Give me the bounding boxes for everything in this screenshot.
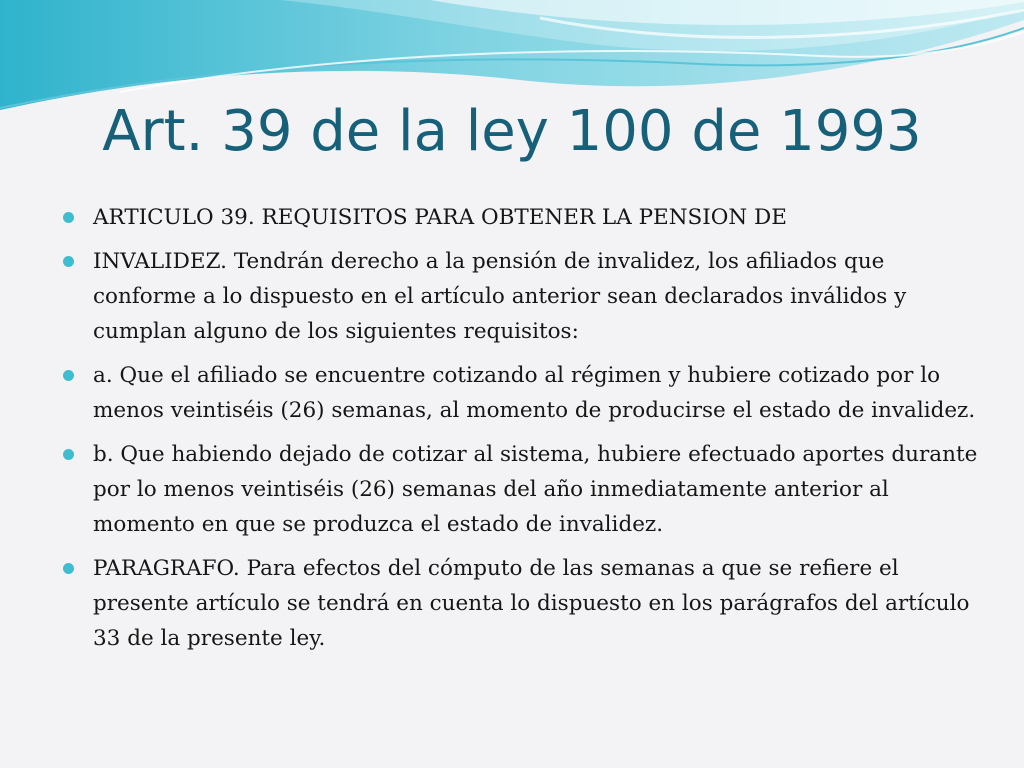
bullet-dot-icon [63, 370, 74, 381]
bullet-dot-icon [63, 449, 74, 460]
bullet-dot-icon [63, 563, 74, 574]
bullet-text: PARAGRAFO. Para efectos del cómputo de las semanas a que se refiere el presente artículo se tendrá en cuenta lo dispuesto en los parágrafos del artículo 33 de la presente ley. [93, 556, 970, 651]
bullet-dot-icon [63, 212, 74, 223]
bullet-item [60, 551, 990, 656]
slide-title: Art. 39 de la ley 100 de 1993 [102, 99, 922, 164]
bullet-item [60, 358, 990, 428]
bullet-text: INVALIDEZ. Tendrán derecho a la pensión de invalidez, los afiliados que conforme a lo dispuesto en el artículo anterior sean declarados inválidos y cumplan alguno de los siguientes requisitos: [93, 249, 907, 344]
bullet-dot-icon [63, 256, 74, 267]
bullet-text: a. Que el afiliado se encuentre cotizando al régimen y hubiere cotizado por lo menos veintiséis (26) semanas, al momento de producirse el estado de invalidez. [93, 363, 976, 423]
bullet-text: ARTICULO 39. REQUISITOS PARA OBTENER LA PENSION DE [93, 205, 787, 230]
bullet-item [60, 244, 990, 349]
bullet-list [60, 200, 990, 665]
bullet-item [60, 200, 990, 235]
bullet-text: b. Que habiendo dejado de cotizar al sistema, hubiere efectuado aportes durante por lo menos veintiséis (26) semanas del año inmediatamente anterior al momento en que se produzca el estado de invalidez. [93, 442, 978, 537]
bullet-item [60, 437, 990, 542]
